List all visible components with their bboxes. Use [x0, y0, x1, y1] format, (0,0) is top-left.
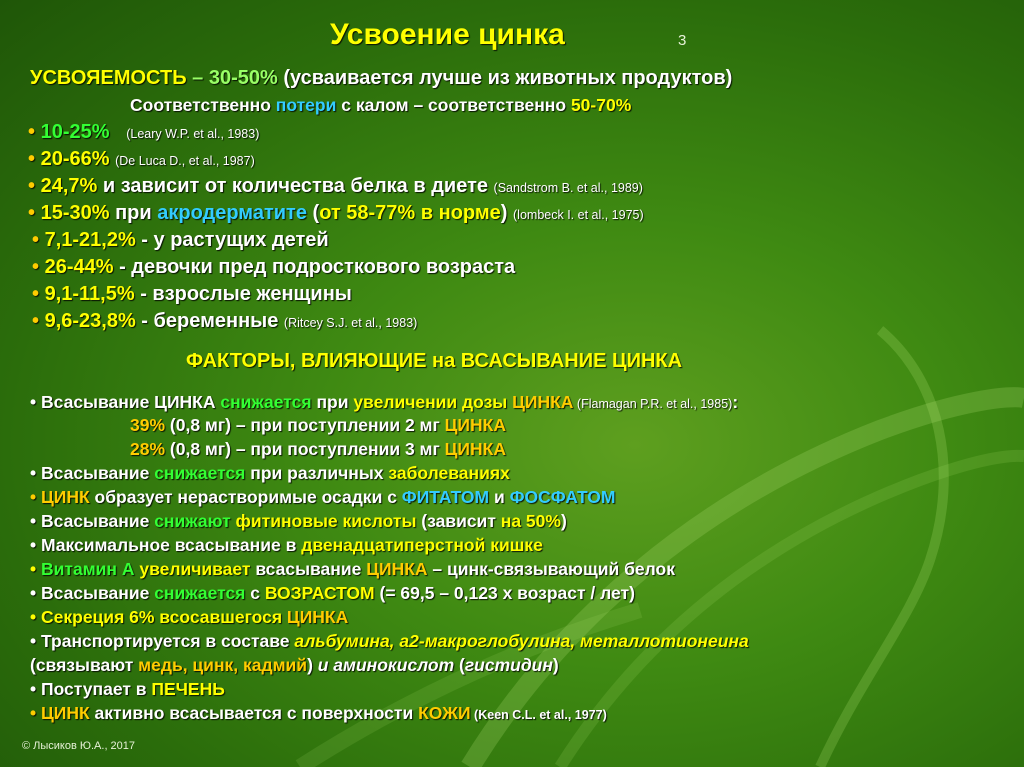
bullet-icon: •	[30, 631, 37, 651]
slide-number: 3	[678, 32, 687, 49]
bullet-icon: •	[32, 310, 40, 332]
factor-subitem: 28% (0,8 мг) – при поступлении 3 мг ЦИНКА	[130, 439, 506, 459]
bullet-icon: •	[32, 256, 40, 278]
bullet-icon: •	[30, 511, 37, 531]
list-item: • 26-44% - девочки пред подросткового возраста	[32, 256, 516, 278]
factor-subitem: 39% (0,8 мг) – при поступлении 2 мг ЦИНКА	[130, 415, 506, 435]
list-item: • 10-25% (Leary W.P. et al., 1983)	[28, 121, 260, 143]
list-item: • 9,6-23,8% - беременные (Ritcey S.J. et al., 1983)	[32, 310, 418, 332]
copyright: © Лысиков Ю.А., 2017	[22, 740, 136, 752]
citation: (De Luca D., et al., 1987)	[115, 154, 255, 168]
bullet-icon: •	[30, 535, 37, 555]
factor-item: • Витамин А увеличивает всасывание ЦИНКА – цинк-связывающий белок	[30, 559, 676, 579]
factor-item: • Всасывание снижается при различных заболеваниях	[30, 463, 510, 483]
bullet-icon: •	[28, 175, 36, 197]
bullet-icon: •	[28, 202, 36, 224]
factor-item: • Максимальное всасывание в двенадцатиперстной кишке	[30, 535, 543, 555]
absorption-range: – 30-50%	[186, 67, 284, 89]
citation: (Sandstrom B. et al., 1989)	[493, 181, 643, 195]
bullet-icon: •	[30, 607, 37, 627]
bullet-icon: •	[28, 148, 36, 170]
absorption-header	[30, 67, 732, 90]
bullet-icon: •	[30, 559, 37, 579]
factor-item: • Секреция 6% всосавшегося ЦИНКА	[30, 607, 349, 627]
bullet-icon: •	[30, 487, 37, 507]
losses-line: Соответственно потери с калом – соответственно 50-70%	[130, 95, 632, 115]
bullet-icon: •	[30, 463, 37, 483]
citation: (Leary W.P. et al., 1983)	[126, 127, 260, 141]
page-title: Усвоение цинка	[330, 18, 565, 51]
factor-item: • Всасывание ЦИНКА снижается при увеличении дозы ЦИНКА (Flamagan P.R. et al., 1985):	[30, 392, 739, 412]
factor-item: • Транспортируется в составе альбумина, а2-макроглобулина, металлотионеина	[30, 631, 749, 651]
list-item: • 9,1-11,5% - взрослые женщины	[32, 283, 352, 305]
absorption-note: (усваивается лучше из животных продуктов)	[283, 67, 733, 89]
absorption-label: УСВОЯЕМОСТЬ	[30, 67, 187, 89]
bullet-icon: •	[32, 229, 40, 251]
factor-item: • Поступает в ПЕЧЕНЬ	[30, 679, 225, 699]
bullet-icon: •	[28, 121, 36, 143]
factors-heading: ФАКТОРЫ, ВЛИЯЮЩИЕ на ВСАСЫВАНИЕ ЦИНКА	[186, 350, 683, 372]
citation: (lombeck I. et al., 1975)	[513, 208, 644, 222]
bullet-icon: •	[32, 283, 40, 305]
bullet-icon: •	[30, 392, 37, 412]
factor-item: • ЦИНК образует нерастворимые осадки с ФИТАТОМ и ФОСФАТОМ	[30, 487, 616, 507]
citation: (Ritcey S.J. et al., 1983)	[283, 316, 418, 330]
factor-item-continuation: (связывают медь, цинк, кадмий) и аминокислот (гистидин)	[30, 655, 559, 675]
list-item: • 24,7% и зависит от количества белка в диете (Sandstrom B. et al., 1989)	[28, 175, 643, 197]
list-item: • 20-66% (De Luca D., et al., 1987)	[28, 148, 255, 170]
bullet-icon: •	[30, 679, 37, 699]
factor-item: • ЦИНК активно всасывается с поверхности КОЖИ (Keen C.L. et al., 1977)	[30, 703, 607, 723]
bullet-icon: •	[30, 703, 37, 723]
citation: (Keen C.L. et al., 1977)	[470, 708, 607, 722]
list-item: • 15-30% при акродерматите (от 58-77% в норме) (lombeck I. et al., 1975)	[28, 202, 644, 224]
list-item: • 7,1-21,2% - у растущих детей	[32, 229, 329, 251]
citation: (Flamagan P.R. et al., 1985)	[573, 397, 733, 411]
factor-item: • Всасывание снижают фитиновые кислоты (зависит на 50%)	[30, 511, 567, 531]
factor-item: • Всасывание снижается с ВОЗРАСТОМ (= 69,5 – 0,123 х возраст / лет)	[30, 583, 635, 603]
bullet-icon: •	[30, 583, 37, 603]
